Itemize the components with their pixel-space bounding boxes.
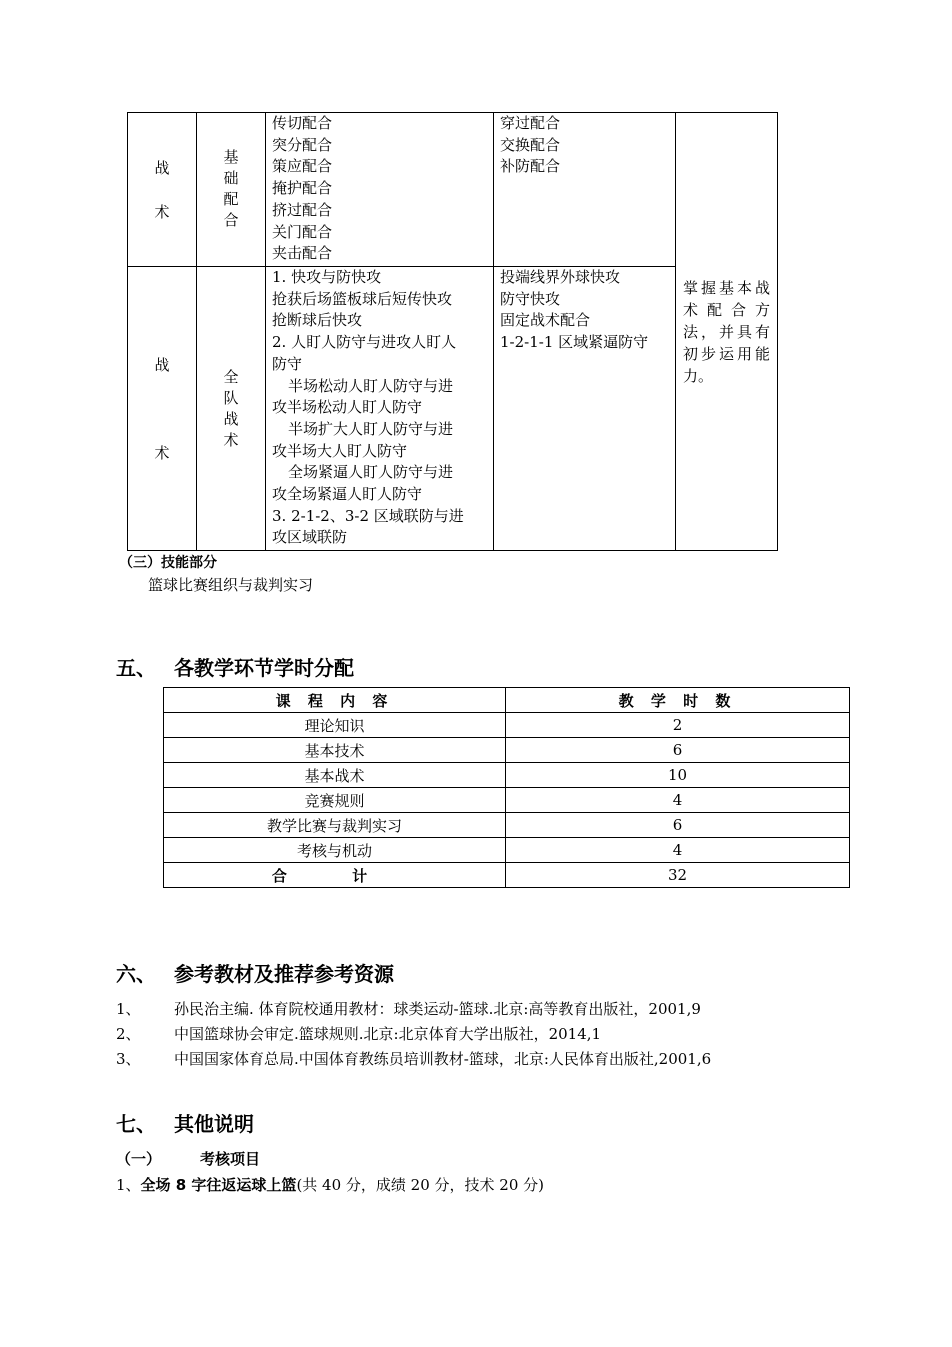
- table-row: [164, 738, 850, 763]
- list-item: 抢断球后快攻: [272, 311, 363, 330]
- table-cell: 6: [506, 813, 850, 838]
- subcategory-char: 全: [223, 368, 239, 386]
- list-item: 攻半场松动人盯人防守: [272, 398, 423, 417]
- subcategory-cell: [197, 267, 266, 551]
- list-item: 1-2-1-1 区域紧逼防守: [500, 333, 649, 352]
- list-item: 策应配合: [272, 157, 333, 176]
- goal-text: 掌握基本战术配合方法，并具有初步运用能力。: [683, 278, 770, 385]
- total-value: 32: [506, 863, 850, 888]
- list-item: 3. 2-1-2、3-2 区域联防与进: [272, 506, 464, 525]
- section6-heading: [116, 958, 394, 987]
- reference-text: 孙民治主编. 体育院校通用教材：球类运动-篮球.北京:高等教育出版社，2001,9: [174, 1000, 701, 1018]
- table-cell: 理论知识: [164, 713, 506, 738]
- total-label: 合 计: [164, 863, 506, 888]
- reference-index: 3、: [116, 1050, 141, 1068]
- column-header: 课 程 内 容: [164, 688, 506, 713]
- category-cell: [128, 267, 197, 551]
- section-number: 六、: [116, 962, 156, 986]
- assessment-item: [116, 1174, 544, 1195]
- subcategory-char: 基: [223, 148, 239, 167]
- subcategory-char: 队: [223, 389, 239, 407]
- table-cell: 竞赛规则: [164, 788, 506, 813]
- table-cell: 基本技术: [164, 738, 506, 763]
- subcategory-char: 础: [223, 169, 239, 188]
- list-item: 全场紧逼人盯人防守与进: [288, 463, 454, 482]
- total-row: [164, 863, 850, 888]
- section5-heading: [116, 652, 354, 681]
- list-item: 穿过配合: [500, 114, 561, 132]
- list-item: 防守: [272, 354, 303, 373]
- category-char: 战: [154, 158, 170, 177]
- list-item: 挤过配合: [272, 200, 333, 219]
- category-char: 术: [154, 443, 170, 462]
- list-item: 传切配合: [272, 114, 333, 132]
- item-detail: (共 40 分，成绩 20 分，技术 20 分): [296, 1176, 545, 1194]
- table-cell: 6: [506, 738, 850, 763]
- table-cell: 4: [506, 788, 850, 813]
- list-item: 攻半场大人盯人防守: [272, 441, 408, 460]
- table-header-row: [164, 688, 850, 713]
- table-cell: 教学比赛与裁判实习: [164, 813, 506, 838]
- list-item: 抢获后场篮板球后短传快攻: [272, 289, 453, 308]
- table-cell: 10: [506, 763, 850, 788]
- section-number: 七、: [116, 1112, 156, 1136]
- subsection-title: 考核项目: [200, 1150, 261, 1168]
- category-cell: [128, 113, 197, 267]
- list-item: 突分配合: [272, 135, 333, 154]
- content-cell: [494, 113, 676, 267]
- table-cell: 基本战术: [164, 763, 506, 788]
- subcategory-char: 术: [223, 431, 239, 449]
- reference-index: 2、: [116, 1025, 141, 1043]
- table-row: [164, 838, 850, 863]
- column-header: 教 学 时 数: [506, 688, 850, 713]
- list-item: 2. 人盯人防守与进攻人盯人: [272, 333, 457, 352]
- list-item: 补防配合: [500, 157, 561, 176]
- list-item: 交换配合: [500, 135, 561, 154]
- category-char: 战: [154, 355, 170, 374]
- tactics-table: [127, 112, 778, 551]
- table-row: [164, 713, 850, 738]
- list-item: 1. 快攻与防快攻: [272, 268, 382, 286]
- list-item: 攻全场紧逼人盯人防守: [272, 485, 423, 504]
- subcategory-char: 战: [223, 410, 239, 428]
- category-char: 术: [154, 202, 170, 221]
- reference-text: 中国篮球协会审定.篮球规则.北京:北京体育大学出版社，2014,1: [174, 1025, 602, 1043]
- goal-cell: [676, 113, 778, 551]
- table-cell: 4: [506, 838, 850, 863]
- table-row: [164, 763, 850, 788]
- subsection-heading: [116, 1148, 260, 1169]
- list-item: 攻区域联防: [272, 528, 348, 547]
- table-cell: 2: [506, 713, 850, 738]
- list-item: 固定战术配合: [500, 311, 591, 330]
- list-item: 掩护配合: [272, 179, 333, 198]
- reference-text: 中国国家体育总局.中国体育教练员培训教材-篮球，北京:人民体育出版社,2001,6: [174, 1050, 712, 1068]
- item-title: 全场 8 字往返运球上篮: [140, 1176, 297, 1194]
- table-row: [128, 113, 778, 267]
- list-item: 半场扩大人盯人防守与进: [288, 419, 454, 438]
- item-index: 1、: [116, 1176, 141, 1194]
- section-number: 五、: [116, 656, 156, 680]
- hours-table: [163, 687, 850, 888]
- table-row: [164, 813, 850, 838]
- list-item: 关门配合: [272, 222, 333, 241]
- content-cell: [494, 267, 676, 551]
- section-title: 其他说明: [174, 1112, 254, 1136]
- subsection-number: （一）: [116, 1150, 162, 1168]
- section-title: 参考教材及推荐参考资源: [174, 962, 394, 986]
- reference-item: [116, 1048, 711, 1069]
- section-title: 各教学环节学时分配: [174, 656, 354, 680]
- content-cell: [266, 113, 494, 267]
- list-item: 投端线界外球快攻: [500, 268, 621, 286]
- list-item: 半场松动人盯人防守与进: [288, 376, 454, 395]
- subcategory-cell: [197, 113, 266, 267]
- subcategory-char: 配: [223, 190, 239, 209]
- subcategory-char: 合: [223, 211, 239, 230]
- reference-item: [116, 1023, 601, 1044]
- skill-part-title: （三）技能部分: [119, 555, 217, 571]
- reference-index: 1、: [116, 1000, 141, 1018]
- section7-heading: [116, 1108, 254, 1137]
- list-item: 夹击配合: [272, 244, 333, 263]
- table-row: [164, 788, 850, 813]
- table-cell: 考核与机动: [164, 838, 506, 863]
- content-cell: [266, 267, 494, 551]
- list-item: 防守快攻: [500, 289, 561, 308]
- skill-part-content: 篮球比赛组织与裁判实习: [148, 576, 314, 594]
- reference-item: [116, 998, 701, 1019]
